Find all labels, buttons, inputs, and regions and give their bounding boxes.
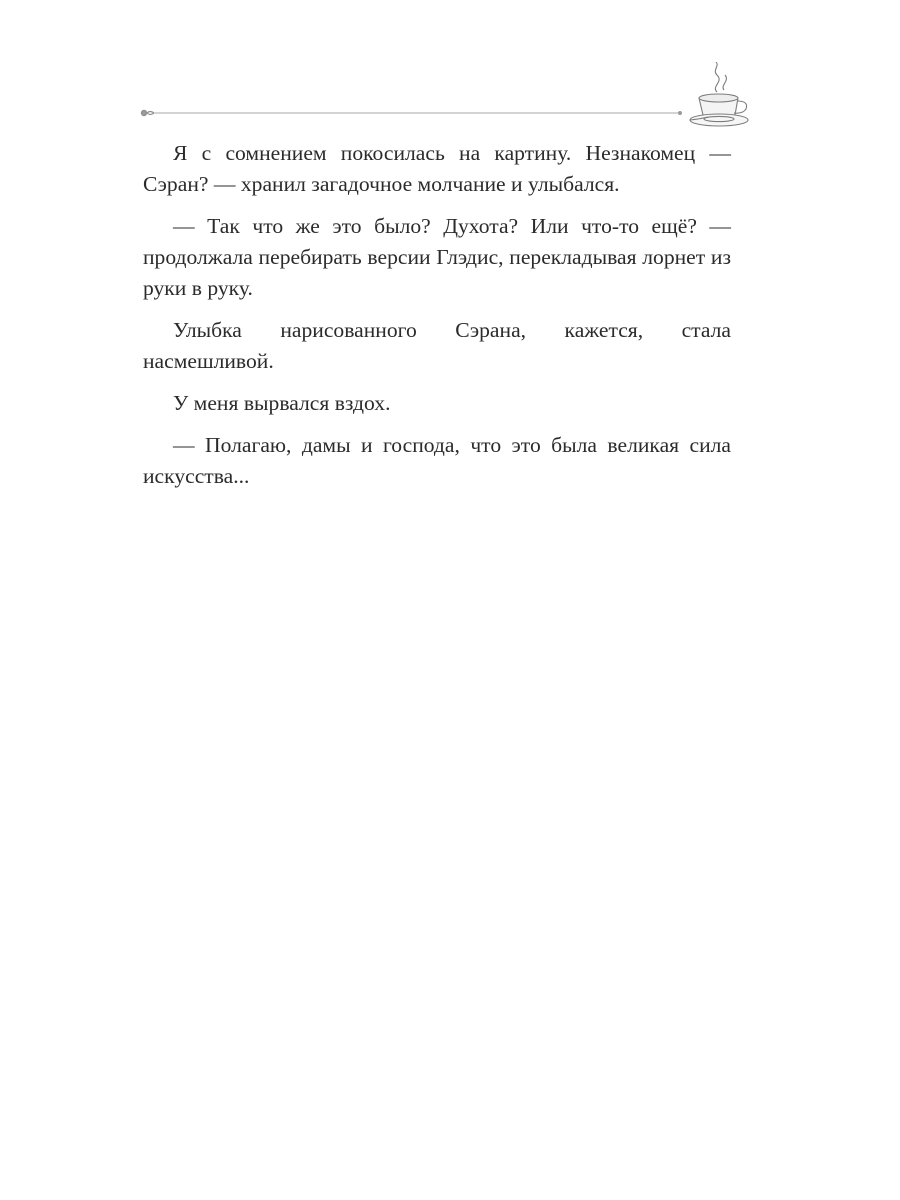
left-flourish-icon (141, 110, 154, 115)
header-ornament (138, 62, 758, 132)
teacup-steam-icon (690, 62, 748, 126)
paragraph: Я с сомнением покосилась на картину. Незнакомец — Сэран? — хранил загадочное молчание и улыбался. (143, 141, 731, 196)
paragraph: Улыбка нарисованного Сэрана, кажется, стала насмешливой. (143, 318, 731, 373)
paragraph: У меня вырвался вздох. (173, 391, 391, 415)
main-text (143, 138, 731, 503)
paragraph: — Полагаю, дамы и господа, что это была великая сила искусства... (143, 433, 731, 488)
paragraph: — Так что же это было? Духота? Или что-то ещё? — продолжала перебирать версии Глэдис, перекладывая лорнет из руки в руку. (143, 214, 731, 300)
header-rule (138, 62, 758, 132)
